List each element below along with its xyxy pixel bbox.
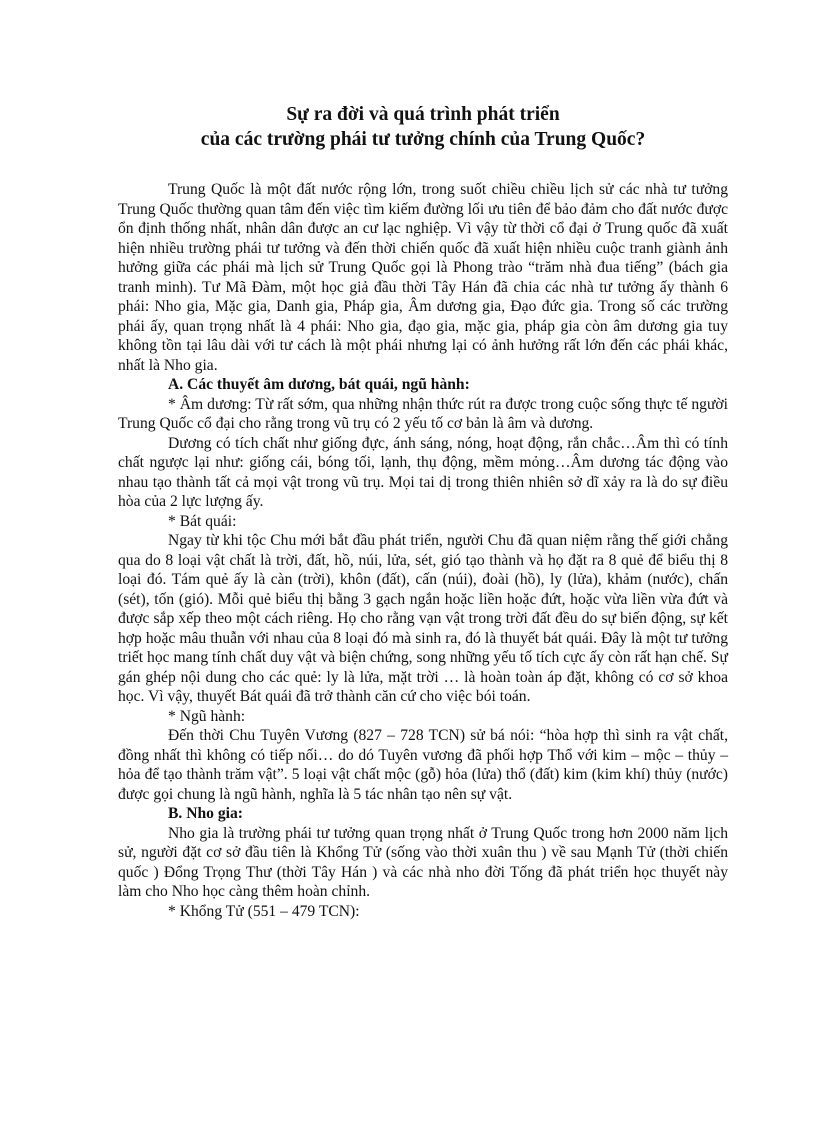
ngu-hanh-paragraph: Đến thời Chu Tuyên Vương (827 – 728 TCN) sử bá nói: “hòa hợp thì sinh ra vật chất, đồng nhất thì không có tiếp nối… do dó Tuyên vương đã phối hợp Thổ với kim – mộc – thủy – hỏa để tạo thành trăm vật”. 5 loại vật chất mộc (gỗ) hỏa (lửa) thổ (đất) kim (kim khí) thủy (nước) được gọi chung là ngũ hành, nghĩa là 5 tác nhân tạo nên sự vật. [118,727,728,803]
document-title [118,102,728,152]
bat-quai-label: * Bát quái: [168,512,237,530]
ngu-hanh-label: * Ngũ hành: [168,707,246,725]
khong-tu-label: * Khổng Tử (551 – 479 TCN): [168,902,360,920]
title-line-2: của các trường phái tư tưởng chính của Trung Quốc? [200,129,646,150]
duong-paragraph: Dương có tích chất như giống đực, ánh sáng, nóng, hoạt động, rắn chắc…Âm thì có tính chất ngược lại như: giống cái, bóng tối, lạnh, thụ động, mềm mỏng…Âm dương tác động vào nhau tạo thành tất cả mọi vật trong vũ trụ. Mọi tai dị trong thiên nhiên sở dĩ xảy ra là do sự điều hòa của 2 lực lượng ấy. [118,434,728,510]
intro-paragraph: Trung Quốc là một đất nước rộng lớn, trong suốt chiều chiều lịch sử các nhà tư tưởng Trung Quốc thường quan tâm đến việc tìm kiếm đường lối ưu tiên để bảo đảm cho đất nước được ổn định thống nhất, nhân dân được an cư lạc nghiệp. Vì vậy từ thời cổ đại ở Trung quốc đã xuất hiện nhiều trường phái tư tưởng và đến thời chiến quốc đã xuất hiện nhiều cuộc tranh giành ảnh hưởng giữa các phái mà lịch sử Trung Quốc gọi là Phong trào “trăm nhà đua tiếng” (bách gia tranh minh). Tư Mã Đàm, một học giả đầu thời Tây Hán đã chia các nhà tư tưởng ấy thành 6 phái: Nho gia, Mặc gia, Danh gia, Pháp gia, Âm dương gia, Đạo đức gia. Trong số các trường phái ấy, quan trọng nhất là 4 phái: Nho gia, đạo gia, mặc gia, pháp gia còn âm dương gia tuy không tồn tại lâu dài với tư cách là một phái nhưng lại có ảnh hưởng rất lớn đến các phái khác, nhất là Nho gia. [118,181,728,374]
section-heading-b: B. Nho gia: [168,805,243,822]
section-heading-a: A. Các thuyết âm dương, bát quái, ngũ hành: [168,376,470,393]
title-line-1: Sự ra đời và quá trình phát triển [286,104,560,125]
document-page [118,102,728,921]
am-duong-paragraph: * Âm dương: Từ rất sớm, qua những nhận thức rút ra được trong cuộc sống thực tế người Trung Quốc cổ đại cho rằng trong vũ trụ có 2 yếu tố cơ bản là âm và dương. [118,395,728,432]
bat-quai-paragraph: Ngay từ khi tộc Chu mới bắt đầu phát triển, người Chu đã quan niệm rằng thế giới chẳng qua do 8 loại vật chất là trời, đất, hồ, núi, lửa, sét, gió tạo thành và họ đặt ra 8 quẻ để biểu thị 8 loại đó. Tám quẻ ấy là càn (trời), khôn (đất), cấn (núi), đoài (hồ), ly (lửa), khảm (nước), chấn (sét), tốn (gió). Mỗi quẻ biểu thị bằng 3 gạch ngắn hoặc liền hoặc đứt, hoặc vừa liền vừa đứt và được sắp xếp theo một cách riêng. Họ cho rằng vạn vật trong trời đất đều do sự biến động, sự kết hợp hoặc mâu thuẫn với nhau của 8 loại đó mà sinh ra, đó là thuyết bát quái. Đây là một tư tưởng triết học mang tính chất duy vật và biện chứng, song những yếu tố tích cực ấy còn rất hạn chế. Sự gán ghép nội dung cho các quẻ: ly là lửa, mặt trời … là hoàn toàn áp đặt, không có cơ sở khoa học. Vì vậy, thuyết Bát quái đã trở thành căn cứ cho việc bói toán. [118,532,728,705]
nho-gia-paragraph: Nho gia là trường phái tư tưởng quan trọng nhất ở Trung Quốc trong hơn 2000 năm lịch sử, người đặt cơ sở đầu tiên là Khổng Tử (sống vào thời xuân thu ) về sau Mạnh Tử (thời chiến quốc ) Đổng Trọng Thư (thời Tây Hán ) và các nhà nho đời Tống đã phát triển học thuyết này làm cho Nho học càng thêm hoàn chỉnh. [118,824,728,900]
